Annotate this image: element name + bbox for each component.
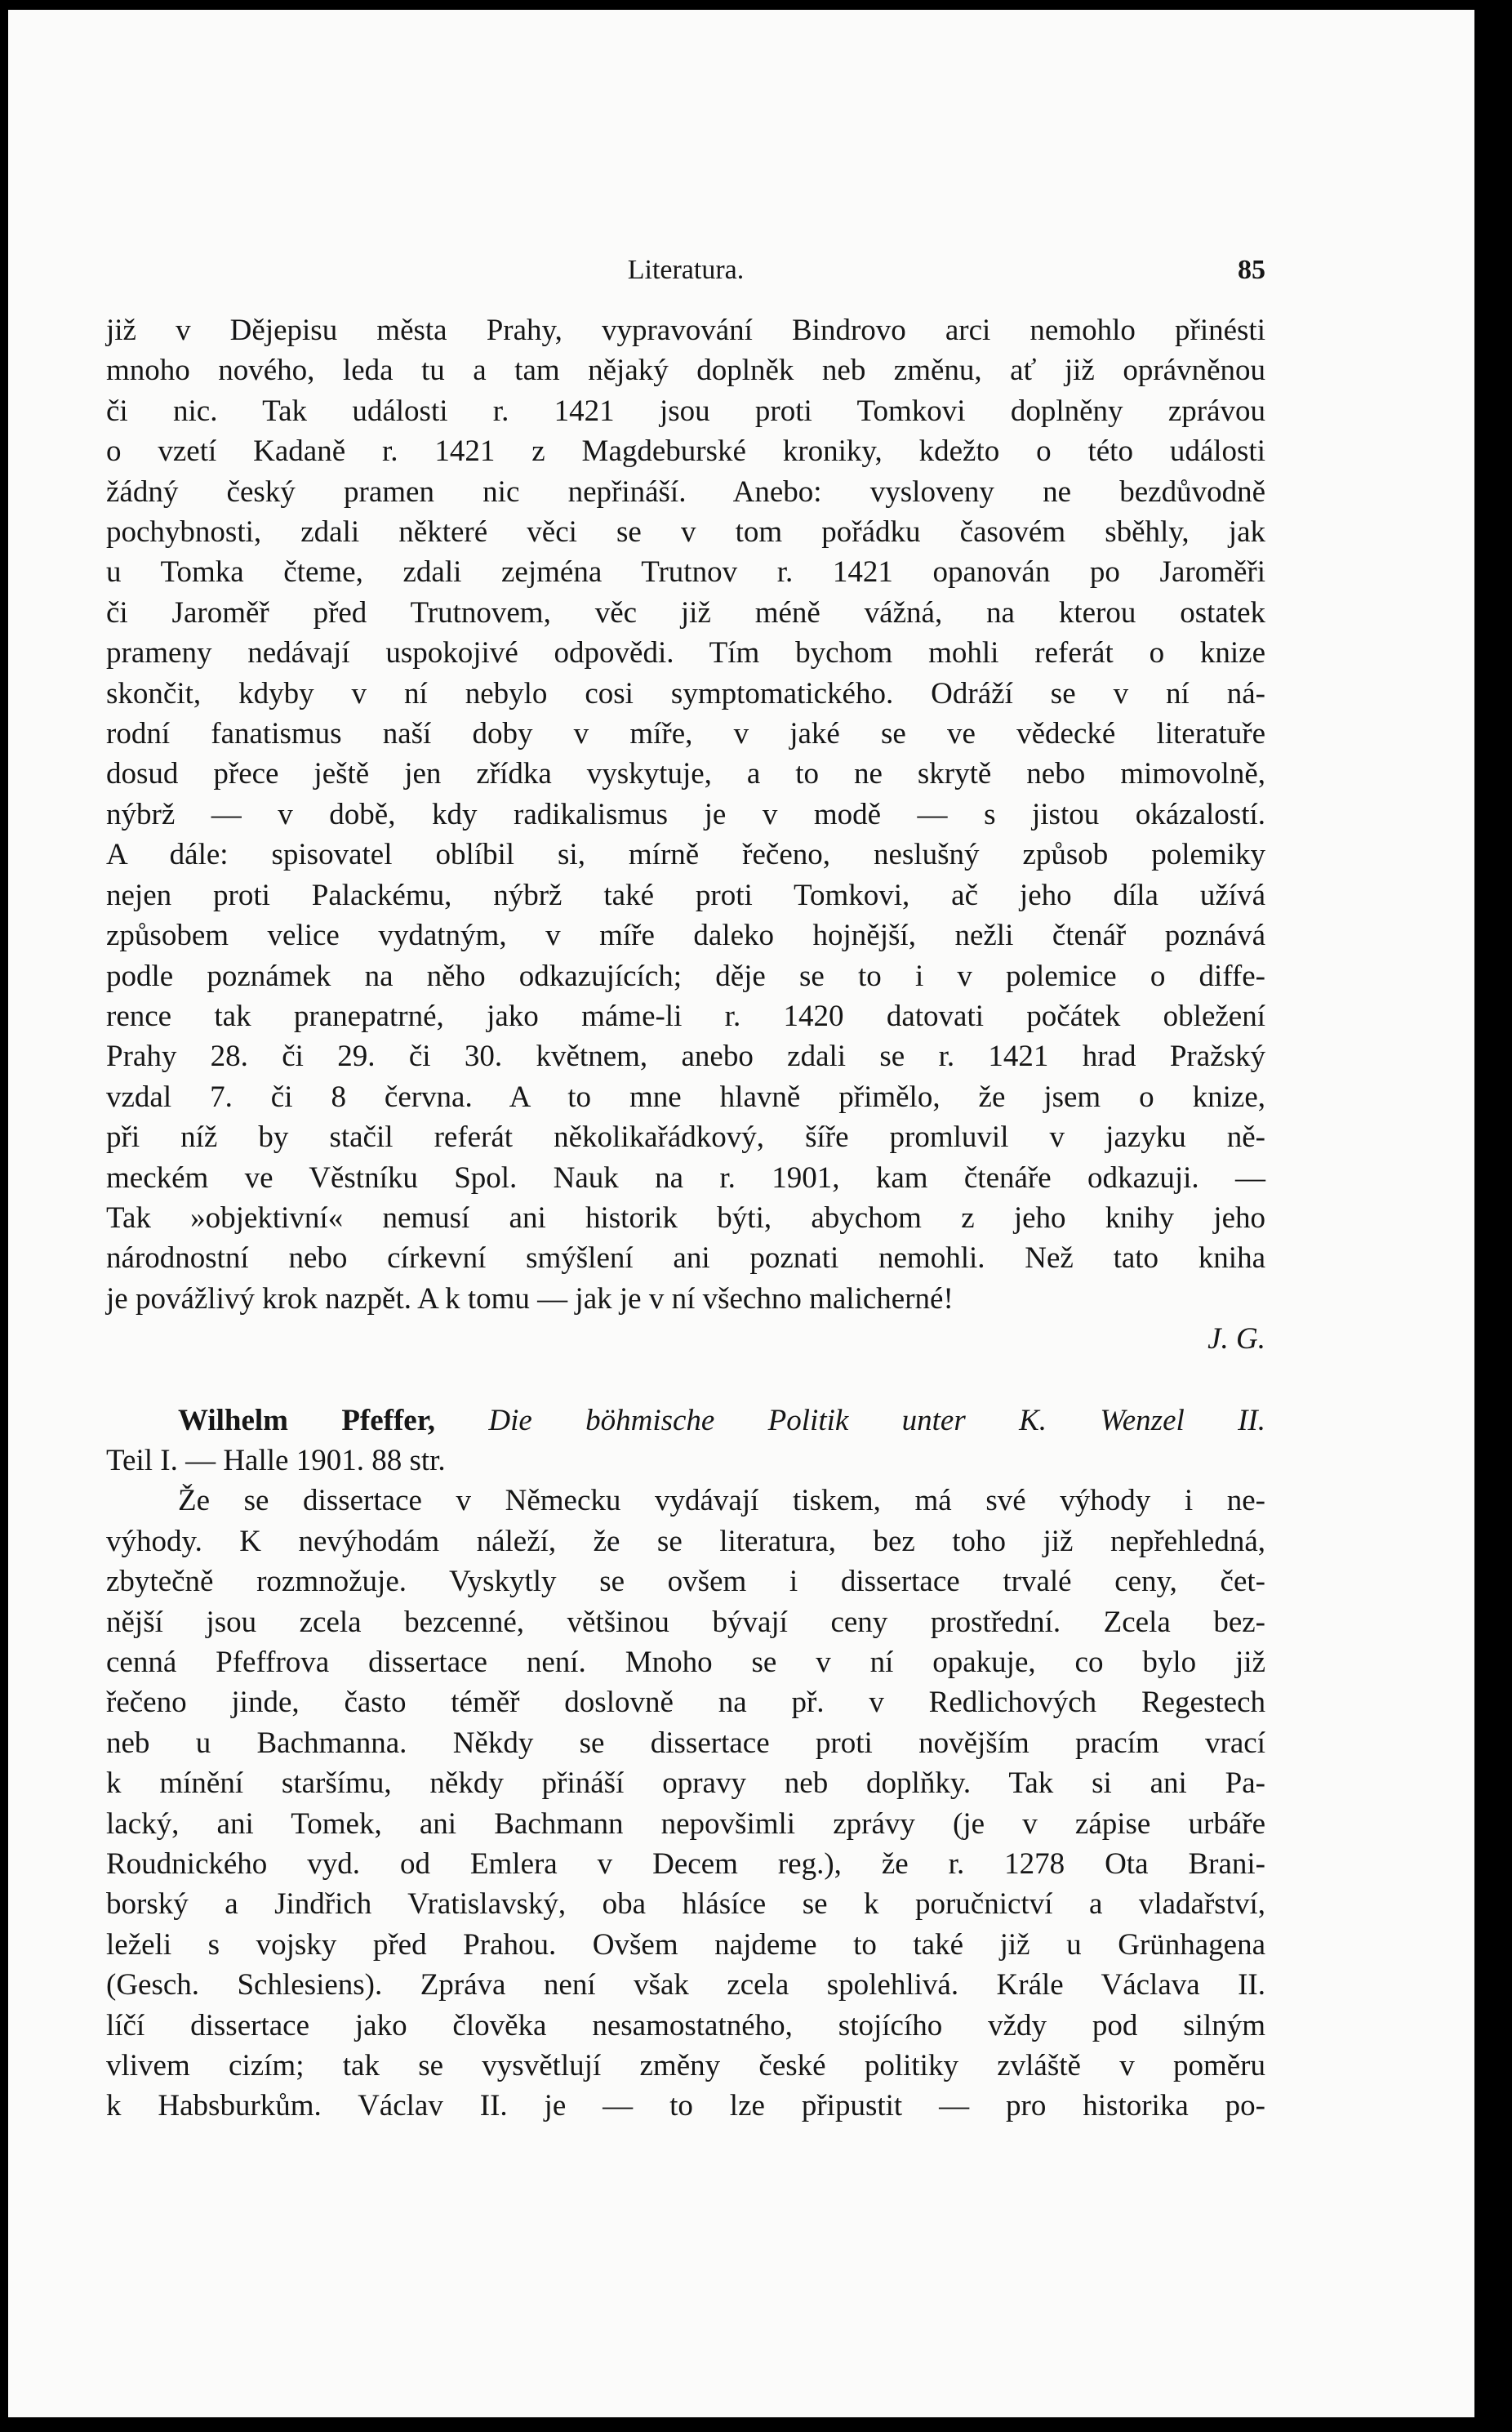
page-sheet (8, 10, 1474, 2417)
text-line: při níž by stačil referát několikařádkový, šíře promluvil v jazyku ně- (106, 1120, 1265, 1155)
running-title: Literatura. (627, 255, 745, 285)
text-line: neb u Bachmanna. Někdy se dissertace proti novějším pracím vrací (106, 1726, 1265, 1760)
text-line: u Tomka čteme, zdali zejména Trutnov r. 1421 opanován po Jaroměři (106, 555, 1265, 590)
text-line: nejen proti Palackému, nýbrž také proti Tomkovi, ač jeho díla užívá (106, 878, 1265, 912)
text-line: vzdal 7. či 8 června. A to mne hlavně přimělo, že jsem o knize, (106, 1080, 1265, 1114)
text-line: nýbrž — v době, kdy radikalismus je v modě — s jistou okázalostí. (106, 797, 1265, 831)
text-line: nější jsou zcela bezcenné, většinou bývají ceny prostřední. Zcela bez- (106, 1605, 1265, 1639)
text-line: rodní fanatismus naší doby v míře, v jaké se ve vědecké literatuře (106, 717, 1265, 751)
text-line: líčí dissertace jako člověka nesamostatného, stojícího vždy pod silným (106, 2008, 1265, 2042)
text-line: způsobem velice vydatným, v míře daleko hojnější, nežli čtenář poznává (106, 919, 1265, 953)
text-line: Že se dissertace v Německu vydávají tiskem, má své výhody i ne- (178, 1484, 1265, 1518)
text-line: o vzetí Kadaně r. 1421 z Magdeburské kroniky, kdežto o této události (106, 434, 1265, 469)
text-line: cenná Pfeffrova dissertace není. Mnoho se v ní opakuje, co bylo již (106, 1646, 1265, 1679)
text-line: vlivem cizím; tak se vysvětlují změny české politiky zvláště v poměru (106, 2049, 1265, 2083)
text-line: či Jaroměř před Trutnovem, věc již méně vážná, na kterou ostatek (106, 595, 1265, 630)
text-line: pochybnosti, zdali některé věci se v tom pořádku časovém sběhly, jak (106, 515, 1265, 550)
page-number: 85 (1238, 255, 1265, 285)
review-2-body (106, 1481, 1265, 2127)
text-line: Roudnického vyd. od Emlera v Decem reg.), že r. 1278 Ota Brani- (106, 1847, 1265, 1882)
text-line: skončit, kdyby v ní nebylo cosi symptomatického. Odráží se v ní ná- (106, 676, 1265, 710)
text-line: k mínění staršímu, někdy přináší opravy neb doplňky. Tak si ani Pa- (106, 1766, 1265, 1801)
text-line: leželi s vojsky před Prahou. Ovšem najdeme to také již u Grünhagena (106, 1927, 1265, 1962)
text-line: meckém ve Věstníku Spol. Nauk na r. 1901, kam čtenáře odkazuji. — (106, 1160, 1265, 1195)
text-line: žádný český pramen nic nepřináší. Anebo: vysloveny ne bezdůvodně (106, 474, 1265, 509)
text-line: již v Dějepisu města Prahy, vypravování Bindrovo arci nemohlo přinésti (106, 314, 1265, 347)
text-line: řečeno jinde, často téměř doslovně na př. v Redlichových Regestech (106, 1686, 1265, 1720)
text-line: je povážlivý krok nazpět. A k tomu — jak je v ní všechno malicherné! (106, 1281, 954, 1316)
review-1-body (106, 310, 1265, 1360)
text-line: rence tak pranepatrné, jako máme-li r. 1420 datovati počátek obležení (106, 999, 1265, 1033)
bibliography-line-2: Teil I. — Halle 1901. 88 str. (106, 1443, 446, 1477)
running-header (106, 255, 1265, 296)
text-line: (Gesch. Schlesiens). Zpráva není však zcela spolehlivá. Krále Václava II. (106, 1968, 1265, 2002)
review-2-heading (106, 1401, 1265, 1481)
text-line: dosud přece ještě jen zřídka vyskytuje, a to ne skrytě nebo mimovolně, (106, 757, 1265, 791)
text-line: či nic. Tak události r. 1421 jsou proti Tomkovi doplněny zprávou (106, 394, 1265, 428)
text-line: A dále: spisovatel oblíbil si, mírně řečeno, neslušný způsob polemiky (106, 838, 1265, 872)
text-line: k Habsburkům. Václav II. je — to lze připustit — pro historika po- (106, 2089, 1265, 2123)
page-content (106, 255, 1265, 2127)
review-2-author: Wilhelm Pfeffer, (178, 1403, 436, 1437)
text-line: mnoho nového, leda tu a tam nějaký doplněk neb změnu, ať již oprávněnou (106, 354, 1265, 388)
text-line: zbytečně rozmnožuje. Vyskytly se ovšem i dissertace trvalé ceny, čet- (106, 1565, 1265, 1599)
text-line: výhody. K nevýhodám náleží, že se literatura, bez toho již nepřehledná, (106, 1524, 1265, 1558)
text-line: podle poznámek na něho odkazujících; děje se to i v polemice o diffe- (106, 959, 1265, 993)
text-line: prameny nedávají uspokojivé odpovědi. Tím bychom mohli referát o knize (106, 636, 1265, 670)
text-line: národnostní nebo církevní smýšlení ani poznati nemohli. Než tato kniha (106, 1241, 1265, 1276)
text-line: lacký, ani Tomek, ani Bachmann nepovšimli zprávy (je v zápise urbáře (106, 1806, 1265, 1841)
text-line: borský a Jindřich Vratislavský, oba hlásíce se k poručnictví a vladařství, (106, 1887, 1265, 1922)
section-gap (106, 1360, 1265, 1401)
review-2-title: Die böhmische Politik unter K. Wenzel II. (488, 1403, 1265, 1437)
text-line: Tak »objektivní« nemusí ani historik býti, abychom z jeho knihy jeho (106, 1200, 1265, 1235)
bibliography-line-1 (106, 1401, 1265, 1441)
text-line: Prahy 28. či 29. či 30. květnem, anebo zdali se r. 1421 hrad Pražský (106, 1040, 1265, 1074)
review-1-signature: J. G. (1207, 1322, 1265, 1356)
